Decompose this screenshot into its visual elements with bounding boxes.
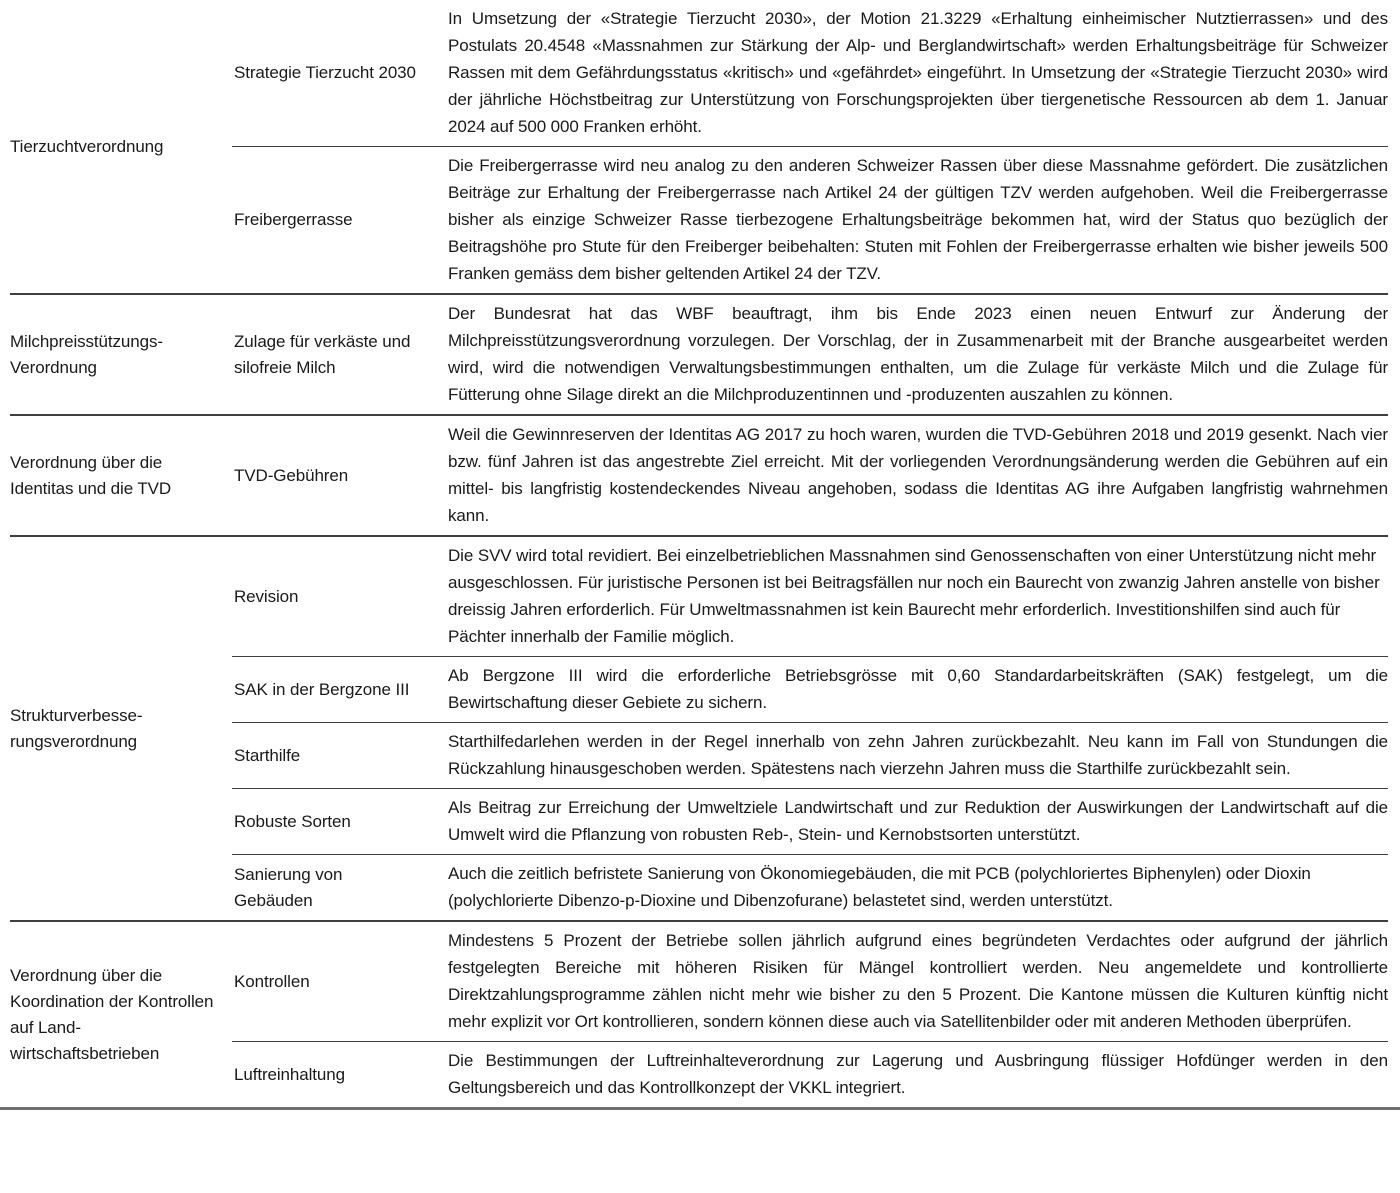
topic-label-text: Freibergerrasse bbox=[234, 210, 353, 229]
description-text: Weil die Gewinnreserven der Identitas AG 2017 zu hoch waren, wurden die TVD-Gebühren 2018 und 2019 gesenkt. Nach vier bzw. fünf Jahren ist das angestrebte Ziel erreicht. Mit der vorliegenden Verordnungsänderung werden die Gebühren auf ein mittel- bis langfristig kostendeckendes Niveau angehoben, sodass die Identitas AG ihre Aufgaben langfristig wahrnehmen kann. bbox=[448, 425, 1388, 525]
description-text: Die SVV wird total revidiert. Bei einzelbetrieblichen Massnahmen sind Genossenschaften von einer Unterstützung nicht mehr ausgeschlossen. Für juristische Personen ist bei Beitragsfällen nur noch ein Baurecht von zwanzig Jahren anstelle von bisher dreissig Jahren erforderlich. Für Umweltmassnahmen ist kein Baurecht mehr erforderlich. Investitionshilfen sind auch für Pächter innerhalb der Familie möglich. bbox=[448, 546, 1380, 646]
topic-label bbox=[232, 723, 448, 788]
section-rows bbox=[232, 416, 1388, 535]
topic-label-text: Luftreinhaltung bbox=[234, 1064, 345, 1084]
section-rows bbox=[232, 922, 1388, 1107]
table-row bbox=[232, 854, 1388, 920]
description-text: Starthilfedarlehen werden in der Regel innerhalb von zehn Jahren zurückbezahlt. Neu kann im Fall von Stundungen die Rückzahlung hinausgeschoben werden. Spätestens nach vierzehn Jahren muss die Starthilfe zurückbezahlt sein. bbox=[448, 732, 1388, 778]
section-strukturverbesserungsverordnung bbox=[10, 535, 1388, 920]
ordinance-name-text: Verordnung über die Koordination der Kontrollen auf Land-wirtschaftsbetrieben bbox=[10, 965, 214, 1063]
description-text: Die Freibergerrasse wird neu analog zu den anderen Schweizer Rassen über diese Massnahme gefördert. Die zusätzlichen Beiträge zur Erhaltung der Freibergerrasse nach Artikel 24 der gültigen TZV werden aufgehoben. Weil die Freibergerrasse bisher als einzige Schweizer Rasse tierbezogene Erhaltungsbeiträge bekommen hat, wird der Status quo bezüglich der Beitragshöhe pro Stute für den Freiberger beibehalten: Stuten mit Fohlen der Freibergerrasse erhalten wie bisher jeweils 500 Franken gemäss dem bisher geltenden Artikel 24 der TZV. bbox=[448, 156, 1388, 283]
description-text: Auch die zeitlich befristete Sanierung von Ökonomiegebäuden, die mit PCB (polychloriertes Biphenylen) oder Dioxin (polychlorierte Dibenzo-p-Dioxine und Dibenzofurane) belastetet sind, werden unterstützt. bbox=[448, 864, 1311, 910]
ordinance-name bbox=[10, 295, 232, 414]
ordinance-name-text: Tierzuchtverordnung bbox=[10, 136, 164, 156]
description-text: Die Bestimmungen der Luftreinhalteverordnung zur Lagerung und Ausbringung flüssiger Hofdünger werden in den Geltungsbereich und das Kontrollkonzept der VKKL integriert. bbox=[448, 1051, 1388, 1097]
table-row bbox=[232, 0, 1388, 146]
topic-label bbox=[232, 1042, 448, 1107]
section-rows bbox=[232, 0, 1388, 293]
section-milchpreisstuetzungs-verordnung bbox=[10, 293, 1388, 414]
ordinance-name bbox=[10, 537, 232, 920]
description-text: Als Beitrag zur Erreichung der Umweltziele Landwirtschaft und zur Reduktion der Auswirkungen der Landwirtschaft auf die Umwelt wird die Pflanzung von robusten Reb-, Stein- und Kernobstsorten unterstützt. bbox=[448, 798, 1388, 844]
topic-label-text: Sanierung von Gebäuden bbox=[234, 864, 343, 910]
topic-label bbox=[232, 922, 448, 1041]
section-koordination-kontrollen bbox=[10, 920, 1388, 1107]
table-row bbox=[232, 295, 1388, 414]
topic-label-text: Zulage für verkäste und silofreie Milch bbox=[234, 331, 411, 377]
topic-label bbox=[232, 416, 448, 535]
section-identitas-tvd bbox=[10, 414, 1388, 535]
ordinance-name-text: Verordnung über die Identitas und die TVD bbox=[10, 452, 172, 498]
table-row bbox=[232, 922, 1388, 1041]
ordinance-name-text: Milchpreisstützungs-Verordnung bbox=[10, 331, 163, 377]
topic-label bbox=[232, 0, 448, 146]
topic-label-text: Strategie Tierzucht 2030 bbox=[234, 63, 416, 82]
description-text: Mindestens 5 Prozent der Betriebe sollen jährlich aufgrund eines begründeten Verdachtes oder aufgrund der jährlich festgelegten Bereiche mit höheren Risiken für Mängel kontrolliert werden. Neu angemeldete und kontrollierte Direktzahlungsprogramme zählen nicht mehr wie bisher zu den 5 Prozent. Die Kantone müssen die Kulturen künftig nicht mehr explizit vor Ort kontrollieren, sondern können diese auch via Satellitenbilder oder mit anderen Methoden überprüfen. bbox=[448, 931, 1388, 1031]
topic-label bbox=[232, 657, 448, 722]
topic-label bbox=[232, 147, 448, 293]
topic-label-text: Starthilfe bbox=[234, 745, 301, 765]
topic-label-text: SAK in der Bergzone III bbox=[234, 679, 410, 699]
section-tierzuchtverordnung bbox=[10, 0, 1388, 293]
table-row bbox=[232, 416, 1388, 535]
ordinance-name bbox=[10, 922, 232, 1107]
topic-label-text: Kontrollen bbox=[234, 971, 310, 991]
table-row bbox=[232, 537, 1388, 656]
ordinance-name bbox=[10, 0, 232, 293]
table-row bbox=[232, 656, 1388, 722]
table-row bbox=[232, 1041, 1388, 1107]
table-row bbox=[232, 722, 1388, 788]
table-row bbox=[232, 788, 1388, 854]
topic-label-text: Robuste Sorten bbox=[234, 811, 351, 831]
topic-label-text: Revision bbox=[234, 586, 299, 606]
ordinance-name bbox=[10, 416, 232, 535]
section-rows bbox=[232, 295, 1388, 414]
description-text: Der Bundesrat hat das WBF beauftragt, ihm bis Ende 2023 einen neuen Entwurf zur Änderung der Milchpreisstützungsverordnung vorzulegen. Der Vorschlag, der in Zusammenarbeit mit der Branche ausgearbeitet werden wird, wird die notwendigen Verwaltungsbestimmungen enthalten, um die Zulage für verkäste Milch und die Zulage für Fütterung ohne Silage direkt an die Milchproduzentinnen und -produzenten auszahlen zu können. bbox=[448, 304, 1388, 404]
section-rows bbox=[232, 537, 1388, 920]
topic-label-text: TVD-Gebühren bbox=[234, 465, 349, 485]
topic-label bbox=[232, 855, 448, 920]
description-text: In Umsetzung der «Strategie Tierzucht 2030», der Motion 21.3229 «Erhaltung einheimischer Nutztierrassen» und des Postulats 20.4548 «Massnahmen zur Stärkung der Alp- und Berglandwirtschaft» werden Erhaltungsbeiträge für Schweizer Rassen mit dem Gefährdungsstatus «kritisch» und «gefährdet» eingeführt. In Umsetzung der «Strategie Tierzucht 2030» wird der jährliche Höchstbeitrag zur Unterstützung von Forschungsprojekten über tiergenetische Ressourcen ab dem 1. Januar 2024 auf 500 000 Franken erhöht. bbox=[448, 9, 1388, 136]
ordinance-name-text: Strukturverbesse-rungsverordnung bbox=[10, 705, 143, 751]
topic-label bbox=[232, 537, 448, 656]
description-text: Ab Bergzone III wird die erforderliche Betriebsgrösse mit 0,60 Standardarbeitskräften (SAK) festgelegt, um die Bewirtschaftung dieser Gebiete zu sichern. bbox=[448, 666, 1388, 712]
topic-label bbox=[232, 295, 448, 414]
table-row bbox=[232, 146, 1388, 293]
topic-label bbox=[232, 789, 448, 854]
